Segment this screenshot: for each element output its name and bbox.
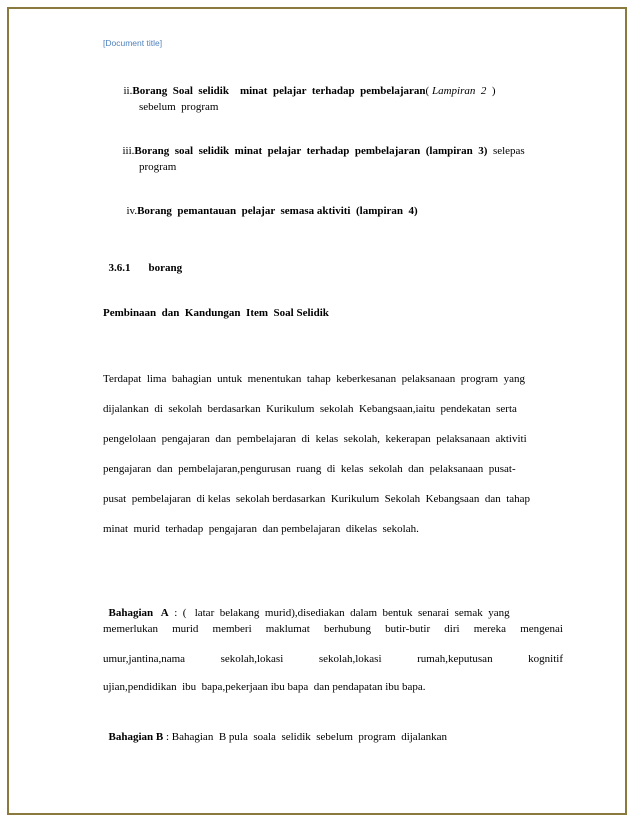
paragraph-line: pengelolaan pengajaran dan pembelajaran di kelas sekolah, kekerapan pelaksanaan aktiviti	[103, 433, 527, 445]
bahagian-b-text: : Bahagian B pula soala selidik sebelum program dijalankan	[163, 731, 448, 743]
list-bold-text: Borang soal selidik minat pelajar terhadap pembelajaran (lampiran 3)	[134, 145, 488, 157]
word: sekolah,lokasi	[318, 653, 382, 665]
word: memerlukan	[103, 623, 158, 635]
bahagian-a-line-4: ujian,pendidikan ibu bapa,pekerjaan ibu bapa dan pendapatan ibu bapa.	[103, 681, 426, 693]
word: rumah,keputusan	[417, 653, 493, 665]
list-item-ii	[118, 70, 496, 98]
list-text: (	[425, 85, 432, 97]
word: murid	[172, 623, 199, 635]
list-item-iv	[121, 190, 418, 218]
list-number: iii.	[122, 145, 135, 157]
list-item-ii-continuation: sebelum program	[139, 101, 219, 113]
list-bold-text: Borang pemantauan pelajar semasa aktiviti (lampiran 4)	[137, 205, 418, 217]
paragraph-line: pengajaran dan pembelajaran,pengurusan ruang di kelas sekolah dan pelaksanaan pusat-	[103, 463, 516, 475]
bahagian-a-label: Bahagian A	[108, 607, 169, 619]
list-number: ii.	[123, 85, 133, 97]
list-text: selepas	[487, 145, 525, 157]
paragraph-line: minat murid terhadap pengajaran dan pembelajaran dikelas sekolah.	[103, 523, 419, 535]
subheading: Pembinaan dan Kandungan Item Soal Selidik	[103, 307, 329, 319]
list-item-iii	[117, 130, 525, 158]
word: butir-butir	[385, 623, 431, 635]
word: umur,jantina,nama	[103, 653, 186, 665]
word: mereka	[473, 623, 507, 635]
word: kognitif	[528, 653, 563, 665]
word: sekolah,lokasi	[220, 653, 284, 665]
bahagian-b-line	[103, 716, 447, 744]
document-title-header: [Document title]	[103, 38, 163, 48]
list-number: iv.	[126, 205, 138, 217]
word: memberi	[212, 623, 252, 635]
word: mengenai	[520, 623, 563, 635]
bahagian-b-label: Bahagian B	[108, 731, 164, 743]
list-italic-text: Lampiran 2	[431, 85, 487, 97]
paragraph-line: dijalankan di sekolah berdasarkan Kurikulum sekolah Kebangsaan,iaitu pendekatan serta	[103, 403, 517, 415]
bahagian-a-line	[103, 592, 510, 620]
word: maklumat	[265, 623, 310, 635]
list-item-iii-continuation: program	[139, 161, 177, 173]
word: diri	[444, 623, 460, 635]
word: berhubung	[323, 623, 371, 635]
section-title: borang	[148, 262, 183, 274]
section-number: 3.6.1	[108, 262, 131, 274]
bahagian-a-line-2	[103, 622, 563, 636]
bahagian-a-line-3	[103, 652, 563, 666]
bahagian-a-text: : ( latar belakang murid),disediakan dalam bentuk senarai semak yang	[168, 607, 510, 619]
paragraph-line: Terdapat lima bahagian untuk menentukan tahap keberkesanan pelaksanaan program yang	[103, 373, 525, 385]
section-heading	[103, 247, 182, 275]
list-bold-text: Borang Soal selidik minat pelajar terhadap pembelajaran	[132, 85, 426, 97]
paragraph-line: pusat pembelajaran di kelas sekolah berdasarkan Kurikulum Sekolah Kebangsaan dan tahap	[103, 493, 531, 505]
list-text: )	[486, 85, 496, 97]
